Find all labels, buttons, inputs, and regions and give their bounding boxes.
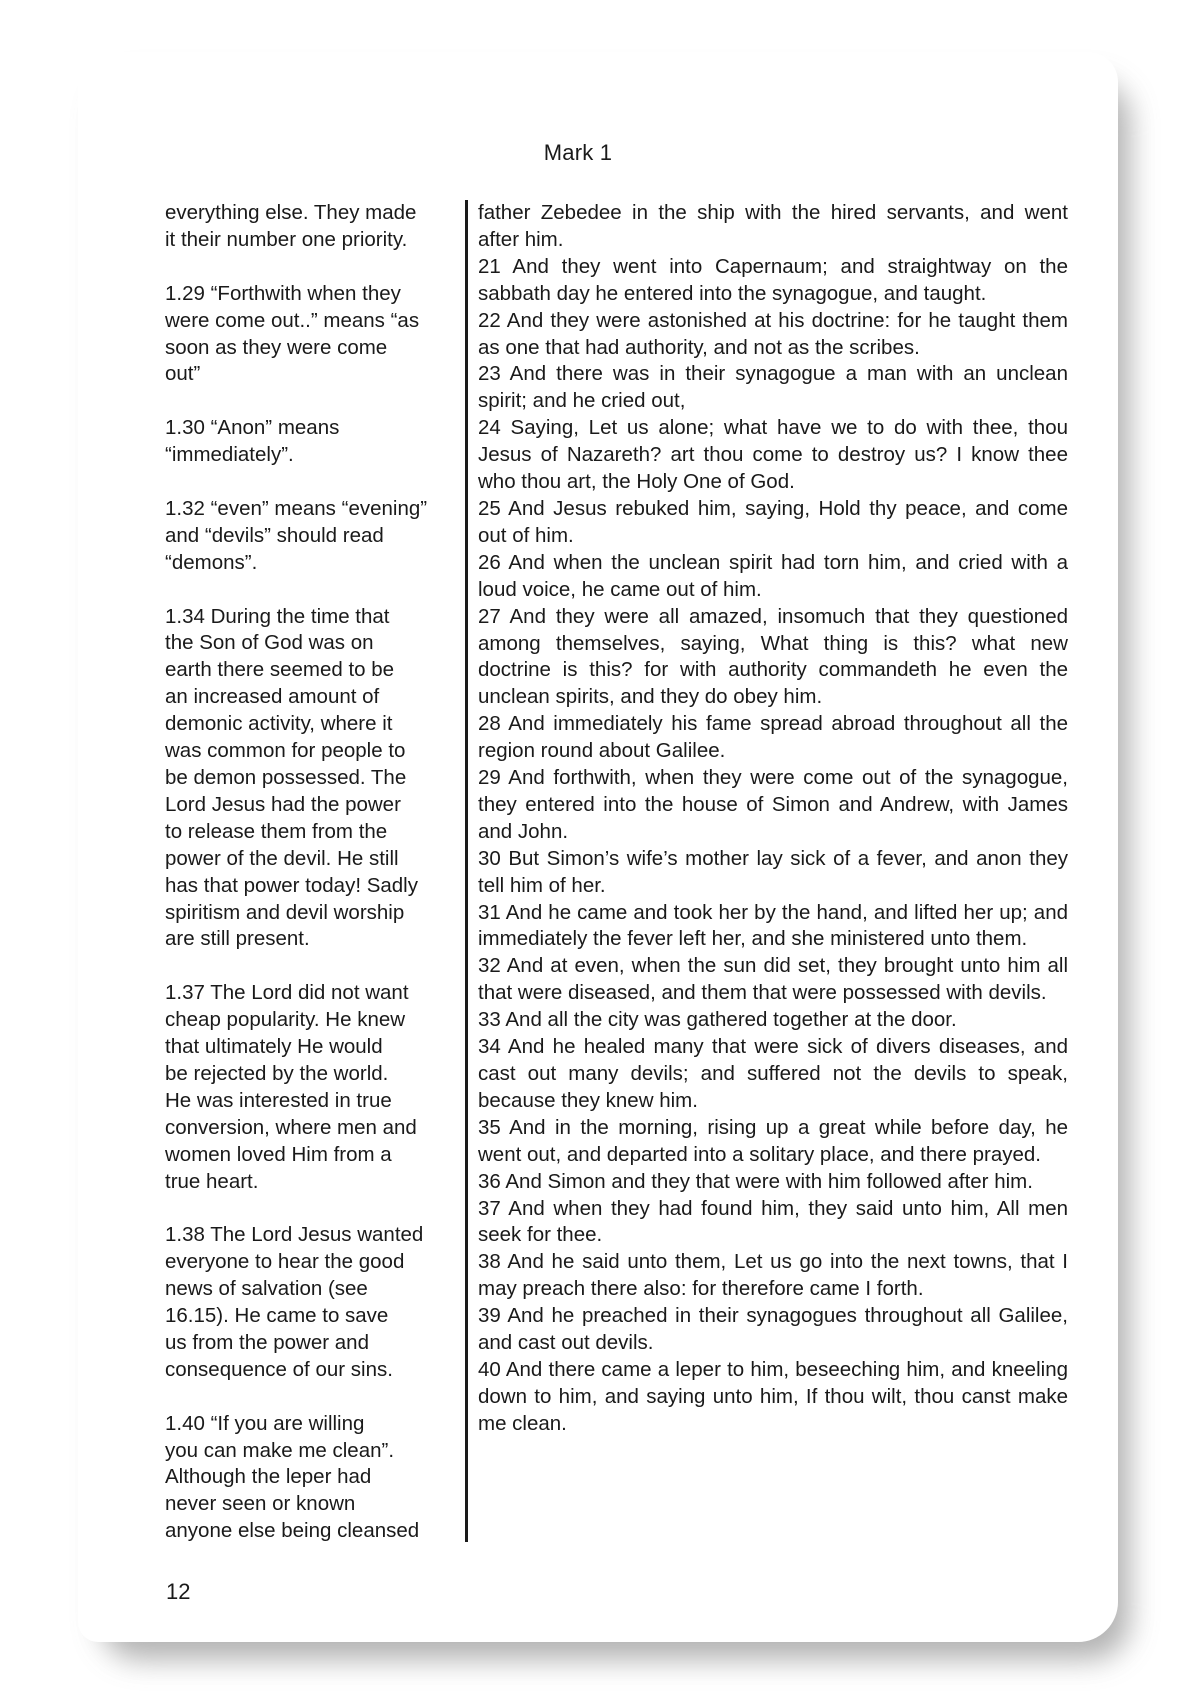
verse: 21 And they went into Capernaum; and straightway on the sabbath day he entered into the synagogue, and taught. [478,254,1068,305]
verse: 29 And forthwith, when they were come out of the synagogue, they entered into the house of Simon and Andrew, with James and John. [478,766,1068,843]
column-divider [465,200,468,1542]
commentary-note: 1.37 The Lord did not want cheap popularity. He knew that ultimately He would be rejected by the world. He was interested in true conversion, where men and women loved Him from a true heart. [165,981,417,1193]
commentary-note: 1.32 “even” means “evening” and “devils” should read “demons”. [165,496,428,574]
verse: 34 And he healed many that were sick of divers diseases, and cast out many devils; and suffered not the devils to speak, because they knew him. [478,1035,1068,1112]
verse: 37 And when they had found him, they said unto him, All men seek for thee. [478,1196,1068,1247]
commentary-note: everything else. They made it their number one priority. [165,201,417,251]
commentary-note: 1.34 During the time that the Son of God was on earth there seemed to be an increased amount of demonic activity, where it was common for people to be demon possessed. The Lord Jesus had the power to release them from the power of the devil. He still has that power today! Sadly spiritism and devil worship are still present. [165,604,418,951]
scripture-column [478,200,1068,1438]
verse: 25 And Jesus rebuked him, saying, Hold thy peace, and come out of him. [478,496,1068,547]
commentary-note: 1.29 “Forthwith when they were come out..” means “as soon as they were come out” [165,281,420,386]
commentary-note: 1.30 “Anon” means “immediately”. [165,416,340,467]
verse: 22 And they were astonished at his doctrine: for he taught them as one that had authority, and not as the scribes. [478,308,1068,359]
verse: 32 And at even, when the sun did set, they brought unto him all that were diseased, and them that were possessed with devils. [478,954,1068,1005]
verse: 36 And Simon and they that were with him followed after him. [478,1169,1033,1193]
verse: 23 And there was in their synagogue a man with an unclean spirit; and he cried out, [478,362,1068,413]
verse: 39 And he preached in their synagogues throughout all Galilee, and cast out devils. [478,1304,1068,1355]
page-number: 12 [166,1579,191,1604]
verse: father Zebedee in the ship with the hired servants, and went after him. [478,201,1068,251]
commentary-column [165,200,457,1545]
verse: 30 But Simon’s wife’s mother lay sick of a fever, and anon they tell him of her. [478,846,1068,897]
commentary-note: 1.38 The Lord Jesus wanted everyone to hear the good news of salvation (see 16.15). He came to save us from the power and consequence of our sins. [165,1223,424,1381]
book-page [78,52,1118,1642]
verse: 27 And they were all amazed, insomuch that they questioned among themselves, saying, What thing is this? what new doctrine is this? for with authority commandeth he even the unclean spirits, and they do obey him. [478,604,1068,709]
verse: 24 Saying, Let us alone; what have we to do with thee, thou Jesus of Nazareth? art thou come to destroy us? I know thee who thou art, the Holy One of God. [478,416,1068,494]
running-head: Mark 1 [543,140,613,165]
commentary-note: 1.40 “If you are willing you can make me clean”. Although the leper had never seen or known anyone else being cleansed [165,1411,420,1543]
verse: 35 And in the morning, rising up a great while before day, he went out, and departed into a solitary place, and there prayed. [478,1115,1068,1166]
verse: 31 And he came and took her by the hand, and lifted her up; and immediately the fever left her, and she ministered unto them. [478,900,1068,951]
verse: 40 And there came a leper to him, beseeching him, and kneeling down to him, and saying unto him, If thou wilt, thou canst make me clean. [478,1357,1068,1435]
verse: 38 And he said unto them, Let us go into the next towns, that I may preach there also: for therefore came I forth. [478,1250,1068,1301]
verse: 28 And immediately his fame spread abroad throughout all the region round about Galilee. [478,712,1068,763]
verse: 26 And when the unclean spirit had torn him, and cried with a loud voice, he came out of him. [478,550,1068,601]
verse: 33 And all the city was gathered together at the door. [478,1008,957,1032]
